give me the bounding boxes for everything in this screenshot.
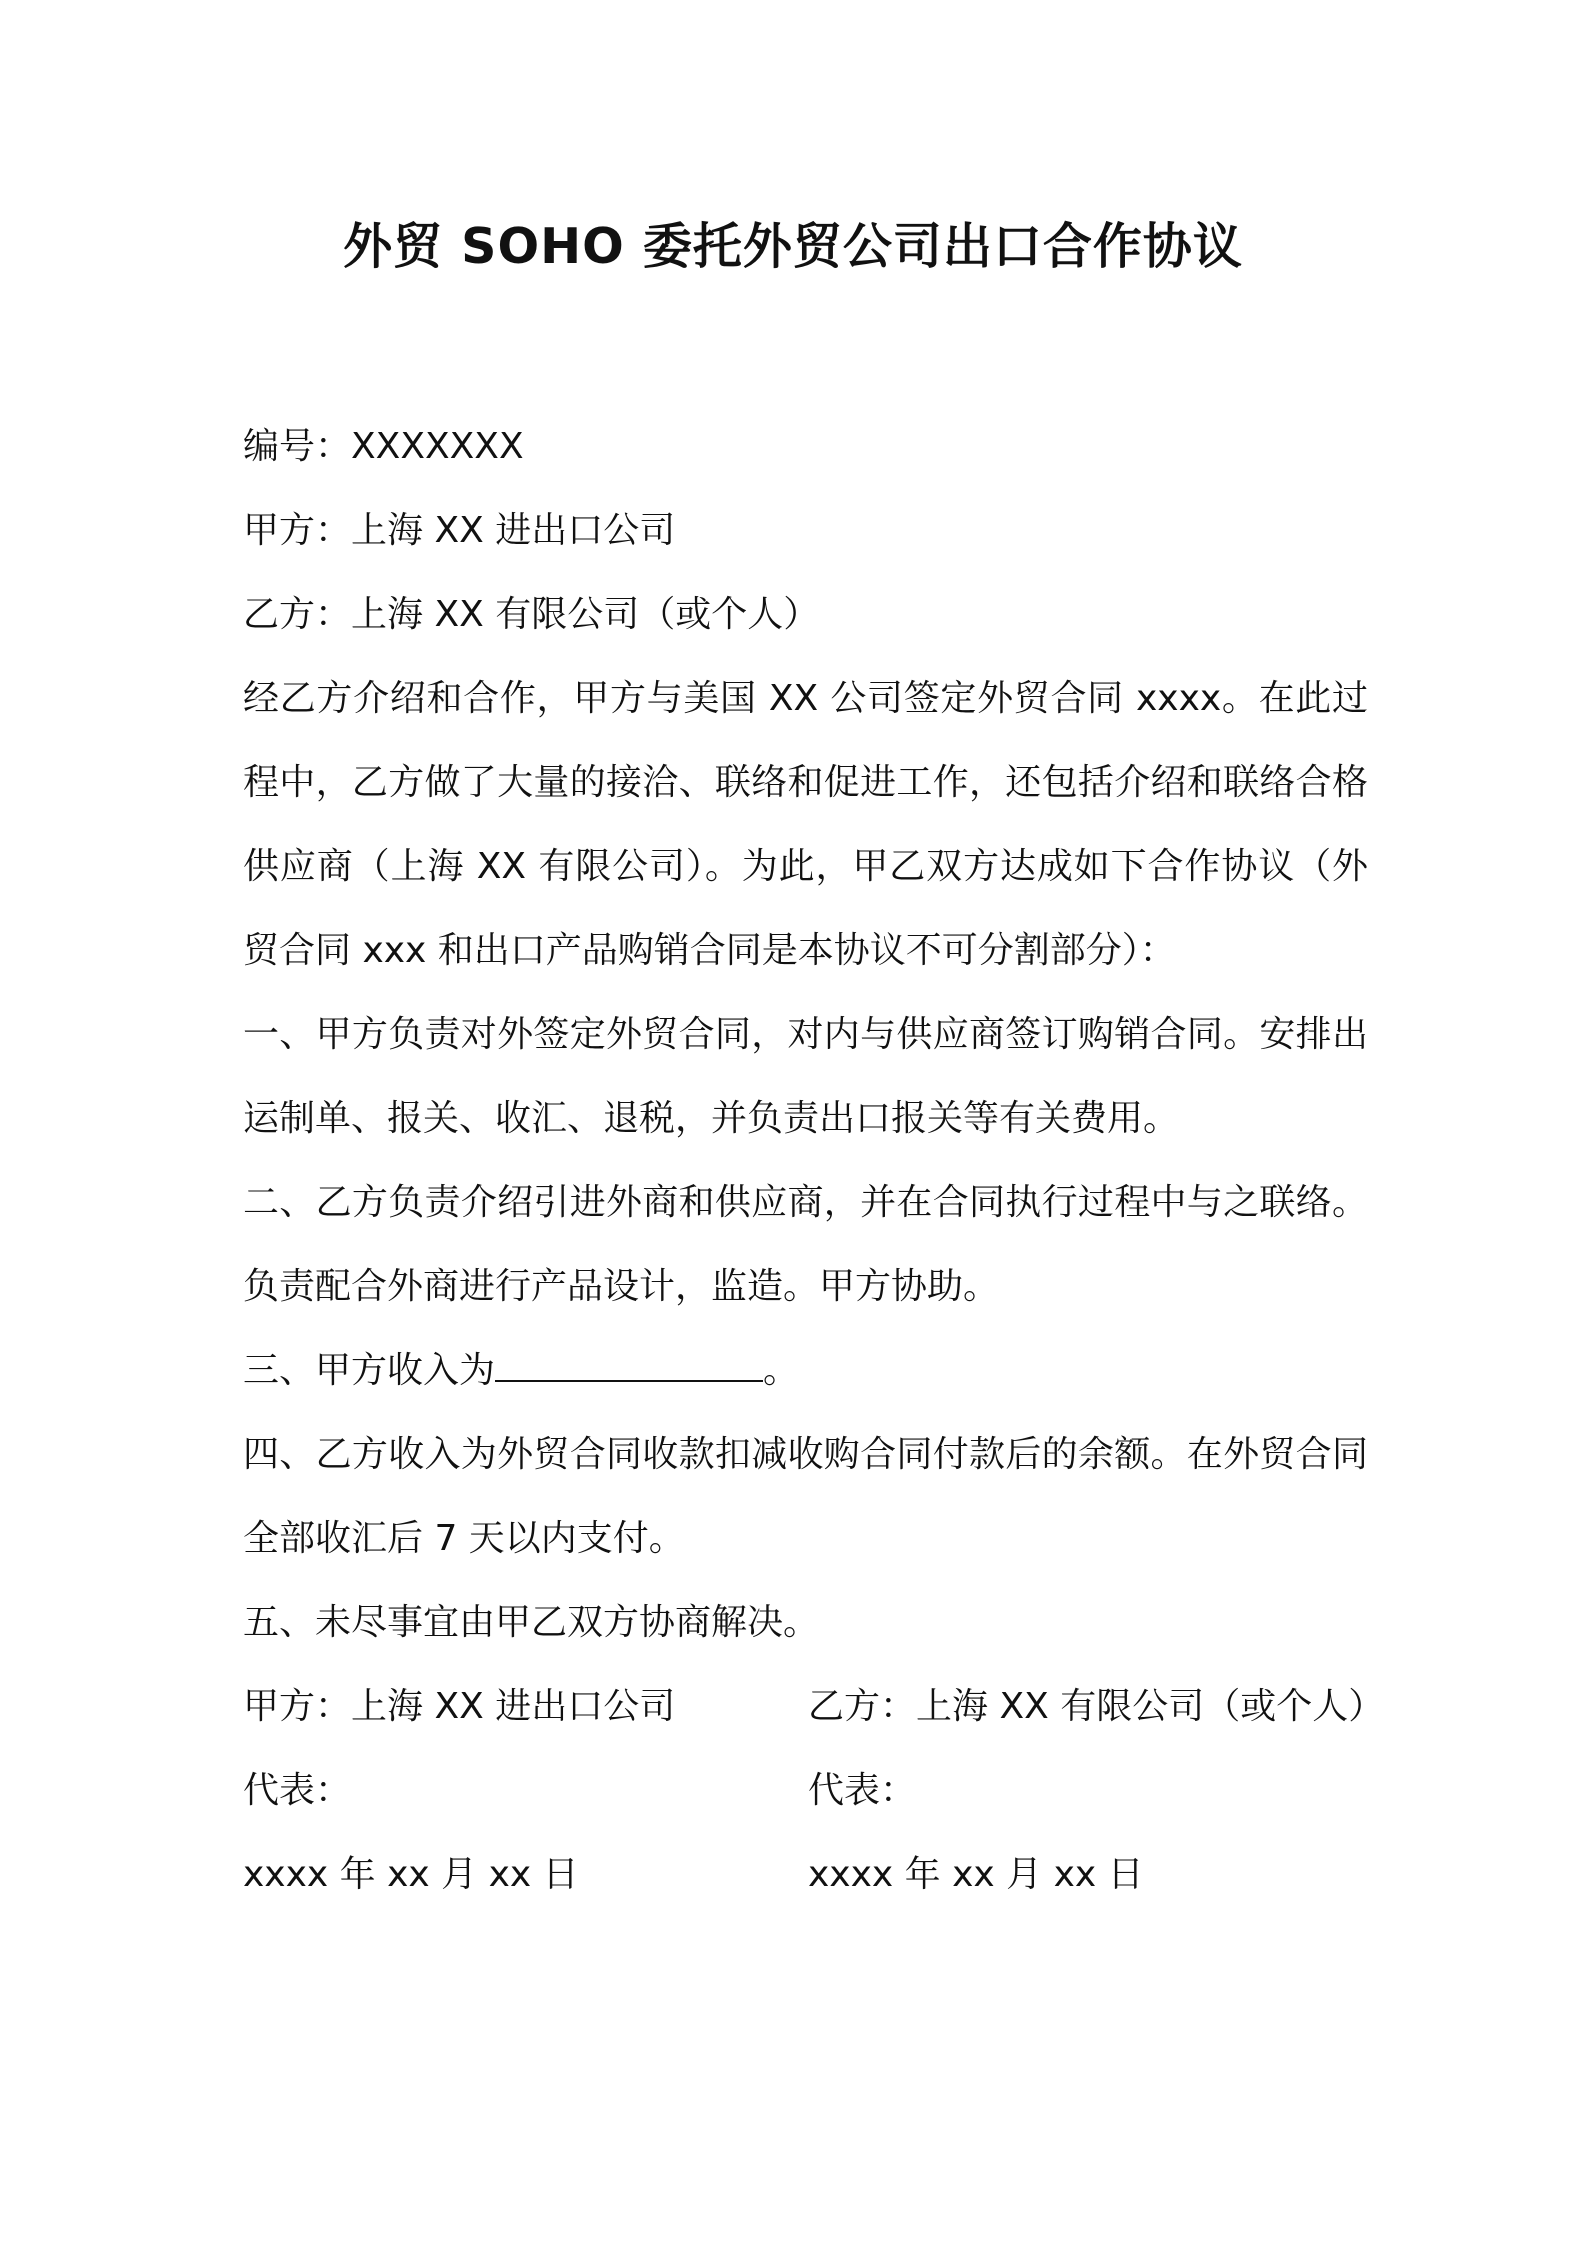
date-b: xxxx 年 xx 月 xx 日 bbox=[808, 1854, 1144, 1895]
document-title: 外贸 SOHO 委托外贸公司出口合作协议 bbox=[343, 218, 1243, 275]
date-a: xxxx 年 xx 月 xx 日 bbox=[243, 1854, 579, 1895]
clause-3-text: 三、甲方收入为 bbox=[243, 1350, 496, 1391]
intro-paragraph: 经乙方介绍和合作，甲方与美国 XX 公司签定外贸合同 xxxx。在此过程中，乙方做了大量的接洽、联络和促进工作，还包括介绍和联络合格供应商（上海 XX 有限公司）。为此，甲乙双方达成如下合作协议（外贸合同 xxx 和出口产品购销合同是本协议不可分割部分）： bbox=[243, 678, 1368, 971]
representative-b: 代表： bbox=[808, 1770, 917, 1811]
signature-party-b: 乙方：上海 XX 有限公司（或个人） bbox=[808, 1686, 1385, 1727]
clause-3-end: 。 bbox=[763, 1350, 800, 1391]
clause-5: 五、未尽事宜由甲乙双方协商解决。 bbox=[243, 1602, 820, 1643]
document-body bbox=[243, 405, 1385, 1917]
representative-a: 代表： bbox=[243, 1770, 352, 1811]
clause-2: 二、乙方负责介绍引进外商和供应商，并在合同执行过程中与之联络。负责配合外商进行产品设计，监造。甲方协助。 bbox=[243, 1182, 1368, 1307]
party-a-line: 甲方：上海 XX 进出口公司 bbox=[243, 510, 676, 551]
signature-party-a: 甲方：上海 XX 进出口公司 bbox=[243, 1686, 676, 1727]
clause-1: 一、甲方负责对外签定外贸合同，对内与供应商签订购销合同。安排出运制单、报关、收汇、退税，并负责出口报关等有关费用。 bbox=[243, 1014, 1368, 1139]
clause-3 bbox=[243, 1329, 1368, 1413]
contract-number: 编号：XXXXXXX bbox=[243, 426, 524, 467]
party-b-line: 乙方：上海 XX 有限公司（或个人） bbox=[243, 594, 820, 635]
signature-party-row bbox=[243, 1665, 1385, 1749]
signature-date-row bbox=[243, 1833, 1368, 1917]
clause-4: 四、乙方收入为外贸合同收款扣减收购合同付款后的余额。在外贸合同全部收汇后 7 天以内支付。 bbox=[243, 1434, 1368, 1559]
income-blank-field[interactable] bbox=[495, 1350, 763, 1382]
signature-representative-row bbox=[243, 1749, 1368, 1833]
